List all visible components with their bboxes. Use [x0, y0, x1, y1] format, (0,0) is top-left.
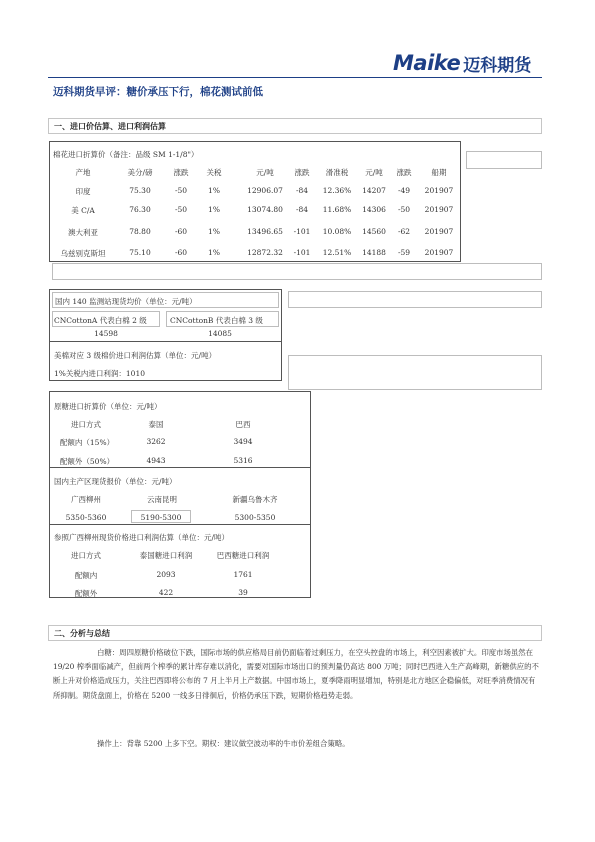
col-header: 涨跌 — [294, 168, 310, 177]
table-cell: 14560 — [362, 227, 386, 236]
table-cell: -60 — [174, 248, 188, 257]
sugar-import-caption: 原糖进口折算价（单位：元/吨） — [54, 402, 162, 411]
table-cell: 201907 — [424, 248, 454, 257]
table-cell: 1761 — [233, 570, 253, 579]
cncotton-a-value: 14598 — [94, 329, 118, 338]
table-cell: -84 — [295, 186, 309, 195]
table-cell: 乌兹别克斯坦 — [60, 249, 106, 258]
analysis-paragraph: 白糖：周四原糖价格破位下跌，国际市场的供应格局目前仍面临着过剩压力，在空头控盘的市场上，利空因素被扩大。印度市场虽然在 19/20 榨季面临减产，但前两个榨季的累计库存难以消化，需要对国际市场出口的预判量仍高达 800 万吨；同时巴西进入生产高峰期，新糖供应的不断上升对价格造成压力，关注巴西即将公布的 7 月上半月上产数据。中国市场上，夏季降雨明显增加，特别是北方地区企稳偏低，对旺季消费情况有所抑制。期货盘面上，价格在 5200 一线多日徘徊后，价格仍承压下跌，短期价格趋势走弱。 — [53, 648, 539, 700]
cotton-profit-caption: 美棉对应 3 级棉价进口利润估算（单位：元/吨） — [54, 351, 217, 360]
cotton-domestic-caption: 国内 140 监测站现货均价（单位：元/吨） — [55, 297, 197, 306]
document-title: 迈科期货早评：糖价承压下行，棉花测试前低 — [53, 86, 263, 98]
table-cell: 14207 — [362, 186, 386, 195]
table-cell: 75.30 — [129, 186, 151, 195]
sugar-profit-caption: 参照广西柳州现货价格进口利润估算（单位：元/吨） — [54, 533, 230, 542]
table-cell: 201907 — [424, 227, 454, 236]
section-title: 一、进口价估算、进口利润估算 — [54, 122, 166, 131]
table-cell: 13496.65 — [247, 227, 283, 236]
table-cell: 2093 — [156, 570, 176, 579]
sugar-spot-caption: 国内主产区现货报价（单位：元/吨） — [54, 477, 177, 486]
col-header: 产地 — [75, 168, 91, 177]
table-cell: 美 C/A — [71, 206, 95, 215]
col-header: 巴西 — [235, 420, 251, 429]
table-cell: -50 — [397, 205, 411, 214]
section-title: 二、分析与总结 — [54, 629, 110, 638]
table-cell: 78.80 — [129, 227, 151, 236]
divider — [50, 524, 310, 525]
divider — [50, 341, 281, 342]
col-header: 关税 — [206, 168, 222, 177]
table-cell: 配额外 — [74, 589, 98, 598]
col-header: 泰国糖进口利润 — [139, 551, 193, 560]
empty-panel — [466, 151, 542, 169]
col-header: 滑准税 — [325, 168, 349, 177]
logo-text-cn: 迈科期货 — [463, 55, 532, 76]
header-rule — [48, 77, 542, 78]
table-cell: 12906.07 — [247, 186, 283, 195]
table-cell: 4943 — [146, 456, 166, 465]
table-cell: 澳大利亚 — [68, 228, 98, 237]
table-cell: 3494 — [233, 437, 253, 446]
table-cell: -62 — [397, 227, 411, 236]
col-header: 涨跌 — [396, 168, 412, 177]
table-cell: 201907 — [424, 205, 454, 214]
table-cell: 13074.80 — [247, 205, 283, 214]
col-header: 美分/磅 — [127, 168, 153, 177]
col-header: 进口方式 — [71, 420, 101, 429]
table-cell: -50 — [174, 205, 188, 214]
col-header: 巴西糖进口利润 — [216, 551, 270, 560]
section-header-import — [48, 118, 542, 134]
spot-price: 5350-5360 — [65, 513, 107, 522]
logo-text-en: Maike — [393, 51, 461, 75]
table-cell: 75.10 — [129, 248, 151, 257]
table-cell: 印度 — [75, 187, 91, 196]
table-cell: -59 — [397, 248, 411, 257]
table-cell: 3262 — [146, 437, 166, 446]
table-cell: -60 — [174, 227, 188, 236]
table-cell: 配额内 — [74, 571, 98, 580]
cncotton-a-label: CNCottonA 代表白棉 2 级 — [54, 316, 147, 325]
table-cell: 10.08% — [322, 227, 352, 236]
table-cell: 1% — [208, 248, 220, 257]
col-header: 元/吨 — [256, 168, 274, 177]
col-header: 进口方式 — [71, 551, 101, 560]
cotton-profit-line: 1%关税内进口利润：1010 — [54, 369, 145, 378]
table-cell: 5316 — [233, 456, 253, 465]
empty-panel — [288, 291, 542, 308]
col-header: 元/吨 — [365, 168, 383, 177]
region-label: 新疆乌鲁木齐 — [232, 495, 278, 504]
empty-panel — [52, 263, 542, 280]
table-cell: 14306 — [362, 205, 386, 214]
cncotton-b-label: CNCottonB 代表白棉 3 级 — [170, 316, 263, 325]
spot-price: 5300-5350 — [234, 513, 276, 522]
table-cell: -49 — [397, 186, 411, 195]
table-cell: 1% — [208, 227, 220, 236]
spot-price: 5190-5300 — [140, 513, 182, 522]
col-header: 泰国 — [148, 420, 164, 429]
table-cell: 配额内（15%） — [59, 438, 115, 447]
table-cell: 14188 — [362, 248, 386, 257]
table-cell: 配额外（50%） — [59, 457, 115, 466]
divider — [50, 467, 310, 468]
cotton-import-caption: 棉花进口折算价（备注：品级 SM 1-1/8"） — [53, 150, 199, 159]
operation-paragraph: 操作上：背靠 5200 上多下空。期权：建议做空波动率的牛市价差组合策略。 — [97, 739, 350, 748]
col-header: 船期 — [431, 168, 447, 177]
table-cell: 39 — [238, 588, 248, 597]
table-cell: 1% — [208, 205, 220, 214]
section-header-analysis — [48, 625, 542, 641]
table-cell: 1% — [208, 186, 220, 195]
company-logo — [393, 50, 531, 76]
table-cell: 76.30 — [129, 205, 151, 214]
table-cell: -50 — [174, 186, 188, 195]
empty-panel — [288, 355, 542, 390]
table-cell: -101 — [293, 227, 311, 236]
table-cell: 12.36% — [322, 186, 352, 195]
region-label: 广西柳州 — [71, 495, 101, 504]
cncotton-b-value: 14085 — [208, 329, 232, 338]
region-label: 云南昆明 — [147, 495, 177, 504]
table-cell: -101 — [293, 248, 311, 257]
table-cell: 201907 — [424, 186, 454, 195]
table-cell: 12.51% — [322, 248, 352, 257]
table-cell: 12872.32 — [247, 248, 283, 257]
table-cell: 422 — [158, 588, 174, 597]
table-cell: 11.68% — [322, 205, 352, 214]
table-cell: -84 — [295, 205, 309, 214]
col-header: 涨跌 — [173, 168, 189, 177]
